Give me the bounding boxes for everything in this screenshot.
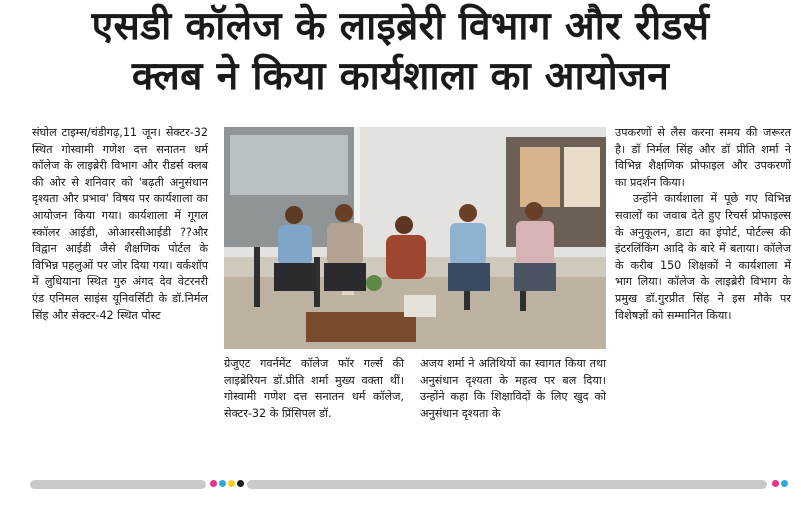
headline xyxy=(0,2,801,102)
article-paragraph: उपकरणों से लैस करना समय की जरूरत है। डॉ निर्मल सिंह और डॉ प्रीति शर्मा ने विभिन्न शैक्षणिक प्रोफाइल और उपकरणों का प्रदर्शन किया। xyxy=(615,126,791,189)
article-paragraph: उन्होंने कार्यशाला में पूछे गए विभिन्न सवालों का जवाब देते हुए रिचर्स प्रोफाइल्स के अनुकूलन, डाटा का इंपोर्ट, पोर्टल्स की इंटरलिंकिंग आदि के बारे में बताया। कॉलेज के करीब 150 शिक्षकों ने कार्यशाला में भाग लिया। कॉलेज के लाइब्रेरी विभाग के प्रमुख डॉ.गुरप्रीत सिंह ने इस मौके पर विशेषज्ञों को सम्मानित किया। xyxy=(615,192,791,322)
color-dot-black xyxy=(237,480,244,487)
color-dot-yellow xyxy=(228,480,235,487)
article-column-2 xyxy=(224,356,404,422)
photo-illustration xyxy=(224,127,606,349)
color-dot-magenta xyxy=(210,480,217,487)
headline-line-2: क्लब ने किया कार्यशाला का आयोजन xyxy=(131,54,670,99)
article-column-4 xyxy=(615,125,791,324)
color-dot-cyan xyxy=(781,480,788,487)
color-dot-cyan xyxy=(219,480,226,487)
article-paragraph: ग्रेजुएट गवर्नमेंट कॉलेज फॉर गर्ल्स की लाइब्रेरियन डॉ.प्रीति शर्मा मुख्य वक्ता थीं। गोस्वामी गणेश दत्त सनातन धर्म कॉलेज, सेक्टर-32 के प्रिंसिपल डॉ. xyxy=(224,357,404,420)
news-photo xyxy=(224,127,606,349)
article-column-1 xyxy=(32,125,208,324)
headline-line-1: एसडी कॉलेज के लाइब्रेरी विभाग और रीडर्स xyxy=(91,4,710,49)
article-column-3 xyxy=(420,356,606,422)
article-paragraph: अजय शर्मा ने अतिथियों का स्वागत किया तथा अनुसंधान दृश्यता के महत्व पर बल दिया। उन्होंने कहा कि शिक्षाविदों के लिए खुद को अनुसंधान दृश्यता के xyxy=(420,357,606,420)
color-dot-magenta xyxy=(772,480,779,487)
footer-bar-left xyxy=(30,480,206,489)
article-paragraph: संघोल टाइम्स/चंडीगढ़,11 जून। सेक्टर-32 स्थित गोस्वामी गणेश दत्त सनातन धर्म कॉलेज के लाइब्रेरी विभाग और रीडर्स क्लब की ओर से शनिवार को 'बढ़ती अनुसंधान दृश्यता और प्रभाव' विषय पर कार्यशाला का आयोजन किया गया। कार्यशाला में गूगल स्कॉलर आईडी, ओआरसीआईडी ??और विद्वान आईडी जैसे शैक्षणिक पोर्टल के विभिन्न पहलुओं पर जोर दिया गया। वर्कशॉप में लुधियाना स्थित गुरु अंगद देव वेटरनरी एंड एनिमल साइंस यूनिवर्सिटी के डॉ.निर्मल सिंह और सेक्टर-42 स्थित पोस्ट xyxy=(32,126,208,322)
footer-bar-right xyxy=(247,480,767,489)
